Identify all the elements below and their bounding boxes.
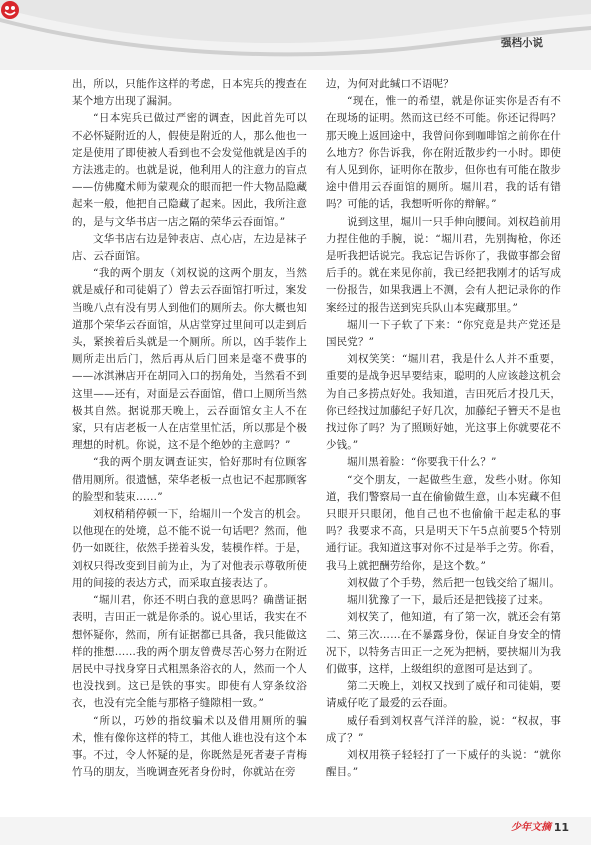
paragraph: 刘权稍稍停顿一下，给堀川一个发言的机会。以他现在的处境，总不能不说一句话吧？然而，他仍一如既往，依然手搓着头发，装模作样。于是，刘权只得改变到目前为止，为了对他表示尊敬所使用的间接的表达方式，而采取直接表达了。 xyxy=(72,508,307,589)
article-column-right xyxy=(326,76,561,781)
paragraph: 威仔看到刘权喜气洋洋的脸，说：“权叔，事成了？” xyxy=(326,714,561,744)
paragraph: 边，为何对此缄口不语呢？ xyxy=(326,78,454,90)
header-band xyxy=(0,0,591,70)
paragraph: “堀川君，你还不明白我的意思吗？确凿证据表明，吉田正一就是你杀的。说心里话，我实在不想怀疑你，然而，所有证据都已具备，我只能做这样的推想……我的两个朋友曾费尽苦心努力在附近居民中寻找身穿日式粗黑条浴衣的人，然而一个人也没找到。这已是铁的事实。即使有人穿条纹浴衣，也没有完全能与那格子缝隙相一致。” xyxy=(72,594,307,710)
page-number: 11 xyxy=(553,821,569,834)
paragraph: “我的两个朋友调查证实，恰好那时有位顾客借用厕所。很遗憾，荣华老板一点也记不起那顾客的脸型和装束……” xyxy=(72,456,307,503)
paragraph: 文华书店右边是钟表店、点心店，左边是袜子店、云吞面馆。 xyxy=(72,232,307,263)
paragraph: “我的两个朋友（刘权说的这两个朋友，当然就是威仔和司徒娟了）曾去云吞面馆打听过，案发当晚八点有没有男人到他们的厕所去。你大概也知道那个荣华云吞面馆，从店堂穿过里间可以走到后头，紧挨着后头就是一个厕所。所以，凶手装作上厕所走出后门，然后再从后门回来是毫不费事的——冰淇淋店开在胡同入口的拐角处，当然看不到这里——还有，对面是云吞面馆，借口上厕所当然极其自然。据说那天晚上，云吞面馆女主人不在家，只有店老板一人在店堂里忙活，所以那是个极理想的时机。你说，这不是个绝妙的主意吗？” xyxy=(72,267,307,452)
magazine-footer-logo: 少年文摘 xyxy=(511,822,551,833)
paragraph: 刘权笑笑：“堀川君，我是什么人并不重要，重要的是战争迟早要结束，聪明的人应该趁这机会为自己多捞点好处。我知道，吉田死后才投几天，你已经找过加藤纪子好几次，加藤纪子簪天不是也找过你了吗？为了照顾好她，光这事上你就要花不少钱。” xyxy=(326,353,561,452)
paragraph: 说到这里，堀川一只手伸向腰间。刘权趋前用力捏住他的手腕，说：“堀川君，先别掏枪，你还是听我把话说完。我忘记告诉你了，我做事都会留后手的。就在来见你前，我已经把我刚才的话写成一份报告，如果我遇上不测，会有人把记录你的作案经过的报告送到宪兵队山本宪藏那里。” xyxy=(326,215,561,314)
paragraph: 出，所以，只能作这样的考虑，日本宪兵的搜查在某个地方出现了漏洞。 xyxy=(72,78,307,108)
paragraph: 堀川犹豫了一下，最后还是把钱接了过来。 xyxy=(347,594,550,607)
paragraph: 刘权做了个手势，然后把一包钱交给了堀川。 xyxy=(347,576,560,589)
article-column-left xyxy=(72,76,307,781)
paragraph: “日本宪兵已做过严密的调查，因此首先可以不必怀疑附近的人，假使是附近的人，那么他也一定是使用了即使被人看到也不会发觉他就是凶手的方法逃走的。也就是说，他利用人的注意力的盲点——仿佛魔术师为蒙观众的眼而把一件大物品隐藏起来一般，他把自己隐藏了起来。因此，我所注意的，是与文华书店一店之隔的荣华云吞面馆。” xyxy=(72,112,307,228)
paragraph: 刘权笑了，他知道，有了第一次，就还会有第二、第三次……在不暴露身份，保证自身安全的情况下，以特务吉田正一之死为把柄，要挟堀川为我们做事，这样，上级组织的意图可是达到了。 xyxy=(326,611,561,675)
magazine-logo-icon xyxy=(0,0,20,20)
paragraph: 堀川黑着脸：“你要我干什么？” xyxy=(347,456,497,469)
paragraph: “交个朋友，一起做些生意，发些小财。你知道，我们警察局一直在偷偷做生意，山本宪藏不但只眼开只眼闭，他自己也不也偷偷干起走私的事吗？我要求不高，只是明天下午5点前要5个特别通行证。我知道这事对你不过是举手之劳。你看，我马上就把酬劳给你，是这个数。” xyxy=(326,473,561,572)
paragraph: 刘权用筷子轻轻打了一下威仔的头说：“就你醒目。” xyxy=(326,748,561,779)
paragraph: 堀川一下子软了下来：“你究竟是共产党还是国民党？” xyxy=(326,318,561,349)
paragraph: “现在，惟一的希望，就是你证实你是否有不在现场的证明。然而这已经不可能。你还记得吗？那天晚上返回途中，我曾问你到咖啡馆之前你在什么地方？你告诉我，你在附近散步约一小时。即使有人见到你，证明你在散步，但你也有可能在散步途中借用云吞面馆的厕所。堀川君，我的话有错吗？可能的话，我想听听你的辩解。” xyxy=(326,95,561,211)
paragraph: “所以，巧妙的指纹骗术以及借用厕所的骗术，惟有像你这样的特工，其他人谁也没有这个本事。不过，令人怀疑的是，你既然是死者妻子青梅竹马的朋友，当晚调查死者身份时，你就站在旁 xyxy=(72,714,307,779)
paragraph: 第二天晚上，刘权又找到了威仔和司徒娟，要请威仔吃了最爱的云吞面。 xyxy=(326,680,561,710)
footer-band xyxy=(0,817,591,845)
column-name: 强档小说 xyxy=(501,37,543,49)
